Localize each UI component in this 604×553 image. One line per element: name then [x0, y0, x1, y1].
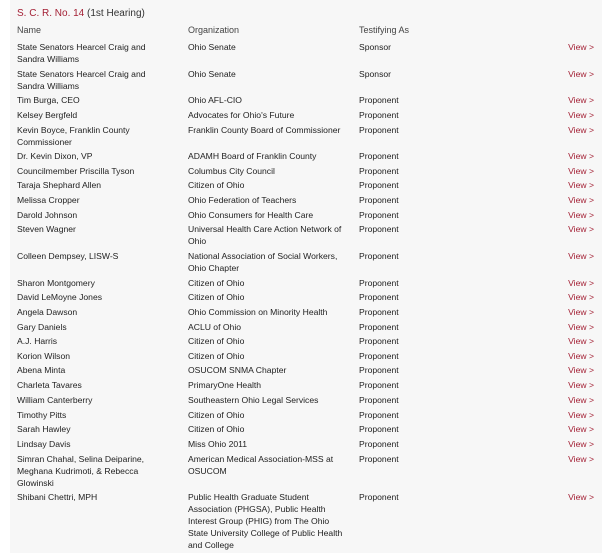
- testifying-as: Proponent: [359, 110, 399, 120]
- testifying-as: Proponent: [359, 454, 399, 464]
- view-testimony-link[interactable]: View >: [568, 410, 594, 420]
- witness-organization: OSUCOM SNMA Chapter: [188, 365, 287, 375]
- view-testimony-link[interactable]: View >: [568, 251, 594, 261]
- view-testimony-link[interactable]: View >: [568, 336, 594, 346]
- header-name: Name: [17, 25, 42, 35]
- witness-name: Simran Chahal, Selina Deiparine, Meghana Kudrimoti, & Rebecca Glowinski: [17, 454, 145, 488]
- view-testimony-link[interactable]: View >: [568, 69, 594, 79]
- testifying-as: Sponsor: [359, 69, 392, 79]
- view-testimony-link[interactable]: View >: [568, 365, 594, 375]
- witness-name: Gary Daniels: [17, 322, 67, 332]
- testifying-as: Proponent: [359, 195, 399, 205]
- testifying-as: Proponent: [359, 380, 399, 390]
- witness-name: Councilmember Priscilla Tyson: [17, 166, 135, 176]
- view-testimony-link[interactable]: View >: [568, 454, 594, 464]
- testifying-as: Proponent: [359, 439, 399, 449]
- view-testimony-link[interactable]: View >: [568, 151, 594, 161]
- view-testimony-link[interactable]: View >: [568, 292, 594, 302]
- witness-organization: Ohio AFL-CIO: [188, 95, 242, 105]
- testifying-as: Proponent: [359, 322, 399, 332]
- testifying-as: Proponent: [359, 151, 399, 161]
- witness-name: Steven Wagner: [17, 224, 76, 234]
- witness-organization: Ohio Consumers for Health Care: [188, 210, 314, 220]
- header-organization: Organization: [188, 25, 240, 35]
- testifying-as: Proponent: [359, 307, 399, 317]
- testifying-as: Proponent: [359, 95, 399, 105]
- view-testimony-link[interactable]: View >: [568, 380, 594, 390]
- witness-organization: Miss Ohio 2011: [188, 439, 248, 449]
- witness-organization: National Association of Social Workers, Ohio Chapter: [188, 251, 338, 273]
- witness-organization: Ohio Federation of Teachers: [188, 195, 297, 205]
- witness-name: Melissa Cropper: [17, 195, 80, 205]
- witness-organization: Citizen of Ohio: [188, 424, 245, 434]
- testifying-as: Proponent: [359, 410, 399, 420]
- witness-organization: Ohio Senate: [188, 42, 236, 52]
- view-testimony-link[interactable]: View >: [568, 195, 594, 205]
- view-testimony-link[interactable]: View >: [568, 110, 594, 120]
- witness-organization: Southeastern Ohio Legal Services: [188, 395, 319, 405]
- witness-name: Kelsey Bergfeld: [17, 110, 78, 120]
- view-testimony-link[interactable]: View >: [568, 166, 594, 176]
- testifying-as: Proponent: [359, 395, 399, 405]
- witness-name: State Senators Hearcel Craig and Sandra Williams: [17, 42, 146, 64]
- witness-name: Kevin Boyce, Franklin County Commissioner: [17, 125, 130, 147]
- testifying-as: Proponent: [359, 251, 399, 261]
- witness-organization: Advocates for Ohio's Future: [188, 110, 295, 120]
- bill-title: [17, 8, 145, 19]
- testifying-as: Proponent: [359, 365, 399, 375]
- witness-organization: ADAMH Board of Franklin County: [188, 151, 317, 161]
- view-testimony-link[interactable]: View >: [568, 322, 594, 332]
- witness-name: Charleta Tavares: [17, 380, 82, 390]
- witness-organization: Citizen of Ohio: [188, 278, 245, 288]
- testifying-as: Proponent: [359, 180, 399, 190]
- view-testimony-link[interactable]: View >: [568, 224, 594, 234]
- view-testimony-link[interactable]: View >: [568, 180, 594, 190]
- testifying-as: Proponent: [359, 166, 399, 176]
- view-testimony-link[interactable]: View >: [568, 42, 594, 52]
- witness-organization: ACLU of Ohio: [188, 322, 242, 332]
- witness-name: Sharon Montgomery: [17, 278, 95, 288]
- view-testimony-link[interactable]: View >: [568, 351, 594, 361]
- witness-name: Shibani Chettri, MPH: [17, 492, 98, 502]
- witness-organization: American Medical Association-MSS at OSUCOM: [188, 454, 334, 476]
- witness-name: Lindsay Davis: [17, 439, 71, 449]
- testifying-as: Proponent: [359, 125, 399, 135]
- witness-organization: Ohio Commission on Minority Health: [188, 307, 328, 317]
- view-testimony-link[interactable]: View >: [568, 278, 594, 288]
- testifying-as: Proponent: [359, 210, 399, 220]
- witness-name: Sarah Hawley: [17, 424, 71, 434]
- witness-name: Angela Dawson: [17, 307, 78, 317]
- view-testimony-link[interactable]: View >: [568, 307, 594, 317]
- witness-organization: Columbus City Council: [188, 166, 275, 176]
- witness-name: Tim Burga, CEO: [17, 95, 80, 105]
- witness-name: Dr. Kevin Dixon, VP: [17, 151, 93, 161]
- view-testimony-link[interactable]: View >: [568, 95, 594, 105]
- witness-name: David LeMoyne Jones: [17, 292, 103, 302]
- witness-organization: Public Health Graduate Student Association (PHGSA), Public Health Interest Group (PHIG) from The Ohio State University College of Public Health and College: [188, 492, 343, 550]
- witness-organization: Citizen of Ohio: [188, 292, 245, 302]
- testifying-as: Proponent: [359, 224, 399, 234]
- witness-name: Darold Johnson: [17, 210, 78, 220]
- witness-organization: Citizen of Ohio: [188, 410, 245, 420]
- witness-organization: Universal Health Care Action Network of Ohio: [188, 224, 342, 246]
- witness-organization: PrimaryOne Health: [188, 380, 262, 390]
- header-testifying-as: Testifying As: [359, 25, 410, 35]
- view-testimony-link[interactable]: View >: [568, 424, 594, 434]
- view-testimony-link[interactable]: View >: [568, 439, 594, 449]
- view-testimony-link[interactable]: View >: [568, 492, 594, 502]
- witness-name: William Canterberry: [17, 395, 93, 405]
- witness-name: Timothy Pitts: [17, 410, 67, 420]
- view-testimony-link[interactable]: View >: [568, 125, 594, 135]
- hearing-label: (1st Hearing): [87, 8, 145, 19]
- view-testimony-link[interactable]: View >: [568, 395, 594, 405]
- testifying-as: Proponent: [359, 278, 399, 288]
- testifying-as: Proponent: [359, 492, 399, 502]
- bill-link[interactable]: S. C. R. No. 14: [17, 8, 85, 19]
- testifying-as: Proponent: [359, 336, 399, 346]
- witness-organization: Citizen of Ohio: [188, 351, 245, 361]
- witness-name: State Senators Hearcel Craig and Sandra Williams: [17, 69, 146, 91]
- witness-name: A.J. Harris: [17, 336, 58, 346]
- witness-organization: Citizen of Ohio: [188, 336, 245, 346]
- witness-organization: Ohio Senate: [188, 69, 236, 79]
- witness-organization: Franklin County Board of Commissioner: [188, 125, 341, 135]
- witness-name: Taraja Shephard Allen: [17, 180, 102, 190]
- view-testimony-link[interactable]: View >: [568, 210, 594, 220]
- testifying-as: Proponent: [359, 351, 399, 361]
- testifying-as: Sponsor: [359, 42, 392, 52]
- witness-organization: Citizen of Ohio: [188, 180, 245, 190]
- witness-name: Korion Wilson: [17, 351, 71, 361]
- witness-name: Abena Minta: [17, 365, 66, 375]
- witness-name: Colleen Dempsey, LISW-S: [17, 251, 119, 261]
- testifying-as: Proponent: [359, 292, 399, 302]
- testifying-as: Proponent: [359, 424, 399, 434]
